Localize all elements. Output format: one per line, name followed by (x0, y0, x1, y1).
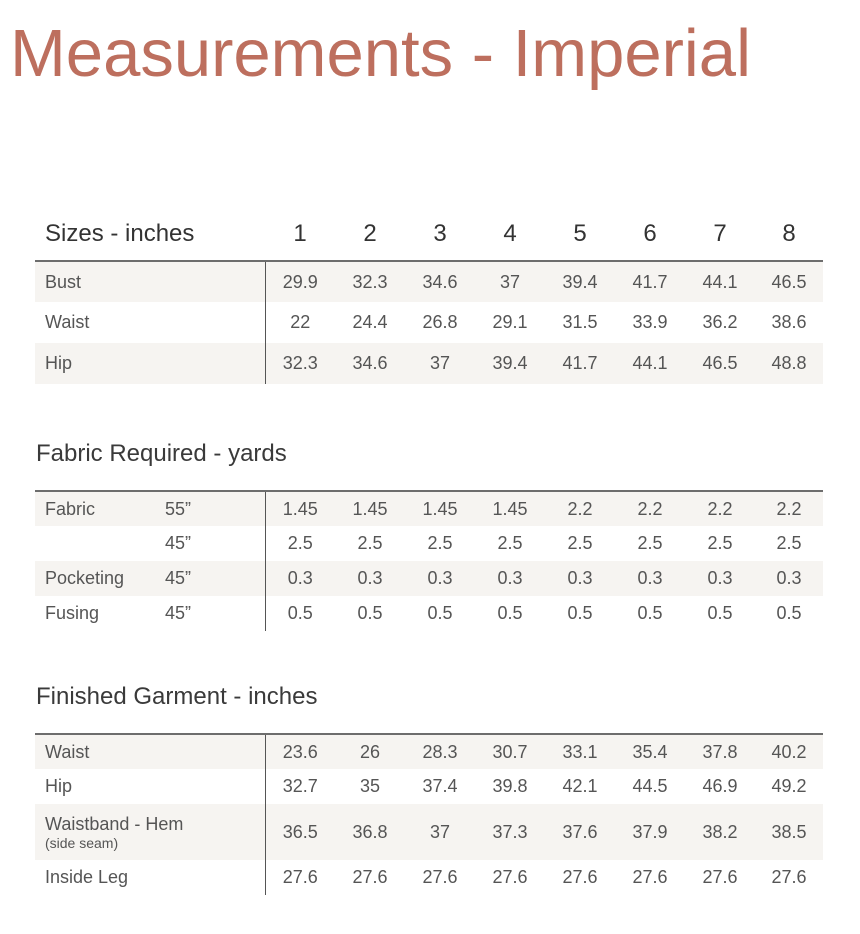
row-label: Fabric (35, 491, 165, 526)
cell-value: 37.8 (685, 734, 755, 769)
cell-value: 2.2 (615, 491, 685, 526)
fabric-width: 45” (165, 561, 265, 596)
cell-value: 37.9 (615, 804, 685, 860)
size-5-header: 5 (573, 220, 587, 247)
row-label (35, 526, 165, 561)
cell-value: 23.6 (265, 734, 335, 769)
cell-value: 0.3 (475, 561, 545, 596)
cell-value: 35.4 (615, 734, 685, 769)
cell-value: 27.6 (422, 867, 458, 887)
cell-value: 2.2 (755, 491, 823, 526)
cell-value: 0.3 (405, 561, 475, 596)
cell-value: 0.3 (545, 561, 615, 596)
cell-value: 2.2 (685, 491, 755, 526)
cell-value: 2.2 (545, 491, 615, 526)
row-label: Bust (35, 261, 265, 302)
cell-value: 2.5 (357, 533, 383, 553)
cell-value: 34.6 (335, 343, 405, 384)
row-label (35, 769, 265, 804)
table-row (35, 596, 823, 631)
cell-value: 38.6 (771, 312, 807, 332)
cell-value: 27.6 (562, 867, 598, 887)
sizes-table (35, 208, 823, 384)
cell-value: 0.3 (755, 561, 823, 596)
cell-value: 2.5 (637, 533, 663, 553)
cell-value: 0.3 (265, 561, 335, 596)
cell-value: 46.5 (755, 261, 823, 302)
cell-value: 39.8 (492, 776, 528, 796)
row-label (35, 860, 265, 895)
cell-value: 39.4 (475, 343, 545, 384)
size-7-header: 7 (713, 220, 727, 247)
cell-value: 36.5 (265, 804, 335, 860)
cell-value: 32.3 (335, 261, 405, 302)
cell-value: 39.4 (545, 261, 615, 302)
cell-value: 2.5 (707, 533, 733, 553)
table-row (35, 526, 823, 561)
cell-value: 37.4 (422, 776, 458, 796)
garment-table (35, 733, 823, 895)
cell-value: 49.2 (771, 776, 807, 796)
cell-value: 2.5 (776, 533, 802, 553)
size-8-header: 8 (782, 220, 796, 247)
cell-value: 22 (290, 312, 311, 332)
cell-value: 41.7 (545, 343, 615, 384)
cell-value: 0.5 (707, 603, 733, 623)
cell-value: 27.6 (492, 867, 528, 887)
size-1-header: 1 (293, 220, 307, 247)
cell-value: 46.9 (702, 776, 738, 796)
size-3-header: 3 (433, 220, 447, 247)
table-row (35, 261, 823, 302)
cell-value: 0.5 (776, 603, 802, 623)
cell-value: 37 (405, 804, 475, 860)
row-label-text: Hip (45, 776, 73, 796)
sizes-header-label: Sizes - inches (45, 220, 195, 247)
cell-value: 1.45 (265, 491, 335, 526)
fabric-width: 45” (165, 596, 265, 631)
row-label-text: Inside Leg (45, 867, 129, 887)
row-label (35, 734, 265, 769)
cell-value: 26 (335, 734, 405, 769)
cell-value: 0.3 (685, 561, 755, 596)
cell-value: 44.1 (615, 343, 685, 384)
row-label: Hip (35, 343, 265, 384)
table-row (35, 343, 823, 384)
cell-value: 29.9 (265, 261, 335, 302)
cell-value: 27.6 (352, 867, 388, 887)
cell-value: 31.5 (562, 312, 598, 332)
fabric-table (35, 490, 823, 631)
cell-value: 0.3 (615, 561, 685, 596)
cell-value: 27.6 (282, 867, 318, 887)
table-row (35, 734, 823, 769)
cell-value: 33.9 (632, 312, 668, 332)
cell-value: 32.7 (282, 776, 318, 796)
cell-value: 1.45 (335, 491, 405, 526)
table-row (35, 769, 823, 804)
garment-section-title: Finished Garment - inches (36, 683, 318, 710)
table-row (35, 561, 823, 596)
size-2-header: 2 (363, 220, 377, 247)
cell-value: 37 (475, 261, 545, 302)
row-label: Pocketing (35, 561, 165, 596)
fabric-width: 55” (165, 491, 265, 526)
cell-value: 44.1 (685, 261, 755, 302)
cell-value: 0.5 (637, 603, 663, 623)
size-4-header: 4 (503, 220, 517, 247)
cell-value: 34.6 (405, 261, 475, 302)
row-label (35, 804, 265, 860)
cell-value: 27.6 (632, 867, 668, 887)
cell-value: 27.6 (771, 867, 807, 887)
cell-value: 2.5 (427, 533, 453, 553)
cell-value: 37.3 (475, 804, 545, 860)
cell-value: 29.1 (492, 312, 528, 332)
cell-value: 2.5 (497, 533, 523, 553)
row-label-text: Waistband - Hem (45, 814, 184, 834)
fabric-width: 45” (165, 526, 265, 561)
cell-value: 24.4 (352, 312, 388, 332)
row-label-note: (side seam) (45, 835, 119, 851)
cell-value: 40.2 (755, 734, 823, 769)
fabric-section-title: Fabric Required - yards (36, 440, 287, 467)
cell-value: 48.8 (755, 343, 823, 384)
row-label: Fusing (45, 603, 100, 623)
table-row (35, 860, 823, 895)
cell-value: 28.3 (405, 734, 475, 769)
size-6-header: 6 (643, 220, 657, 247)
cell-value: 0.5 (497, 603, 523, 623)
cell-value: 38.5 (755, 804, 823, 860)
row-label: Waist (35, 302, 265, 343)
table-row (35, 491, 823, 526)
sizes-header-row (35, 208, 823, 261)
cell-value: 0.5 (567, 603, 593, 623)
table-row (35, 804, 823, 860)
cell-value: 26.8 (422, 312, 458, 332)
cell-value: 2.5 (287, 533, 313, 553)
cell-value: 0.5 (427, 603, 453, 623)
cell-value: 44.5 (632, 776, 668, 796)
cell-value: 32.3 (265, 343, 335, 384)
cell-value: 46.5 (685, 343, 755, 384)
cell-value: 1.45 (405, 491, 475, 526)
cell-value: 42.1 (562, 776, 598, 796)
row-label-text: Waist (45, 741, 90, 762)
cell-value: 27.6 (702, 867, 738, 887)
cell-value: 37 (405, 343, 475, 384)
table-row (35, 302, 823, 343)
cell-value: 38.2 (685, 804, 755, 860)
cell-value: 30.7 (475, 734, 545, 769)
cell-value: 1.45 (475, 491, 545, 526)
cell-value: 41.7 (615, 261, 685, 302)
page-title: Measurements - Imperial (10, 16, 751, 91)
cell-value: 0.5 (287, 603, 313, 623)
cell-value: 36.2 (702, 312, 738, 332)
cell-value: 33.1 (545, 734, 615, 769)
cell-value: 0.3 (335, 561, 405, 596)
cell-value: 37.6 (545, 804, 615, 860)
cell-value: 2.5 (567, 533, 593, 553)
cell-value: 36.8 (335, 804, 405, 860)
cell-value: 0.5 (357, 603, 383, 623)
cell-value: 35 (359, 776, 381, 796)
